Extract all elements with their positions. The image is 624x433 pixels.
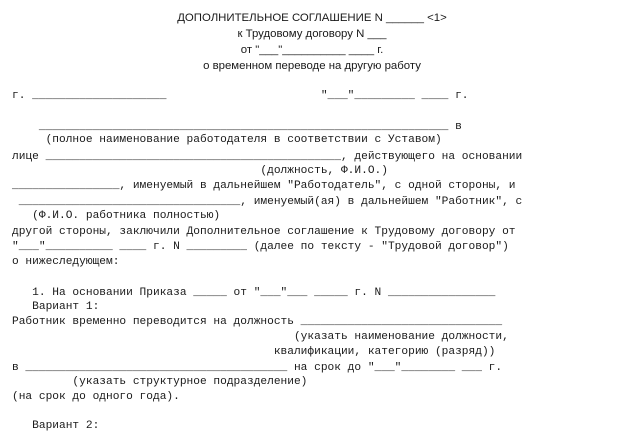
employee-name-line: _________________________________, именуемый(ая) в дальнейшем "Работник", с: [12, 196, 523, 208]
term-limit-hint: (на срок до одного года).: [12, 391, 180, 403]
employer-name-line: _____________________________________________________________ в: [12, 121, 462, 133]
contract-reference: к Трудовому договору N ___: [237, 28, 387, 40]
variant-2-heading: Вариант 2:: [12, 420, 100, 432]
position-hint-1: (указать наименование должности,: [12, 331, 509, 343]
agreement-text-line-1: другой стороны, заключили Дополнительное соглашение к Трудовому договору от: [12, 226, 516, 238]
agreement-text-line-3: о нижеследующем:: [12, 256, 120, 268]
contract-date-line: от "___"__________ ____ г.: [240, 44, 384, 56]
structural-unit-line: в _______________________________________ на срок до "___"________ ___ г.: [12, 362, 503, 374]
representative-hint: (должность, Ф.И.О.): [12, 165, 388, 177]
transfer-position-line: Работник временно переводится на должность ______________________________: [12, 316, 503, 328]
structural-unit-hint: (указать структурное подразделение): [12, 376, 308, 388]
agreement-topic: о временном переводе на другую работу: [203, 60, 421, 72]
agreement-text-line-2: "___"__________ ____ г. N _________ (далее по тексту - "Трудовой договор"): [12, 241, 509, 253]
position-hint-2: квалификации, категорию (разряд)): [12, 346, 496, 358]
place-and-date-line: г. ____________________ "___"_________ ____ г.: [12, 90, 469, 102]
agreement-title: ДОПОЛНИТЕЛЬНОЕ СОГЛАШЕНИЕ N ______ <1>: [177, 12, 447, 24]
variant-1-heading: Вариант 1:: [12, 301, 100, 313]
clause-1-order-line: 1. На основании Приказа _____ от "___"___ _____ г. N ________________: [12, 287, 496, 299]
employer-party-line: ________________, именуемый в дальнейшем "Работодатель", с одной стороны, и: [12, 180, 516, 192]
representative-line: лице ____________________________________________, действующего на основании: [12, 151, 523, 163]
employer-name-hint: (полное наименование работодателя в соответствии с Уставом): [12, 134, 442, 146]
employee-name-hint: (Ф.И.О. работника полностью): [12, 210, 221, 222]
